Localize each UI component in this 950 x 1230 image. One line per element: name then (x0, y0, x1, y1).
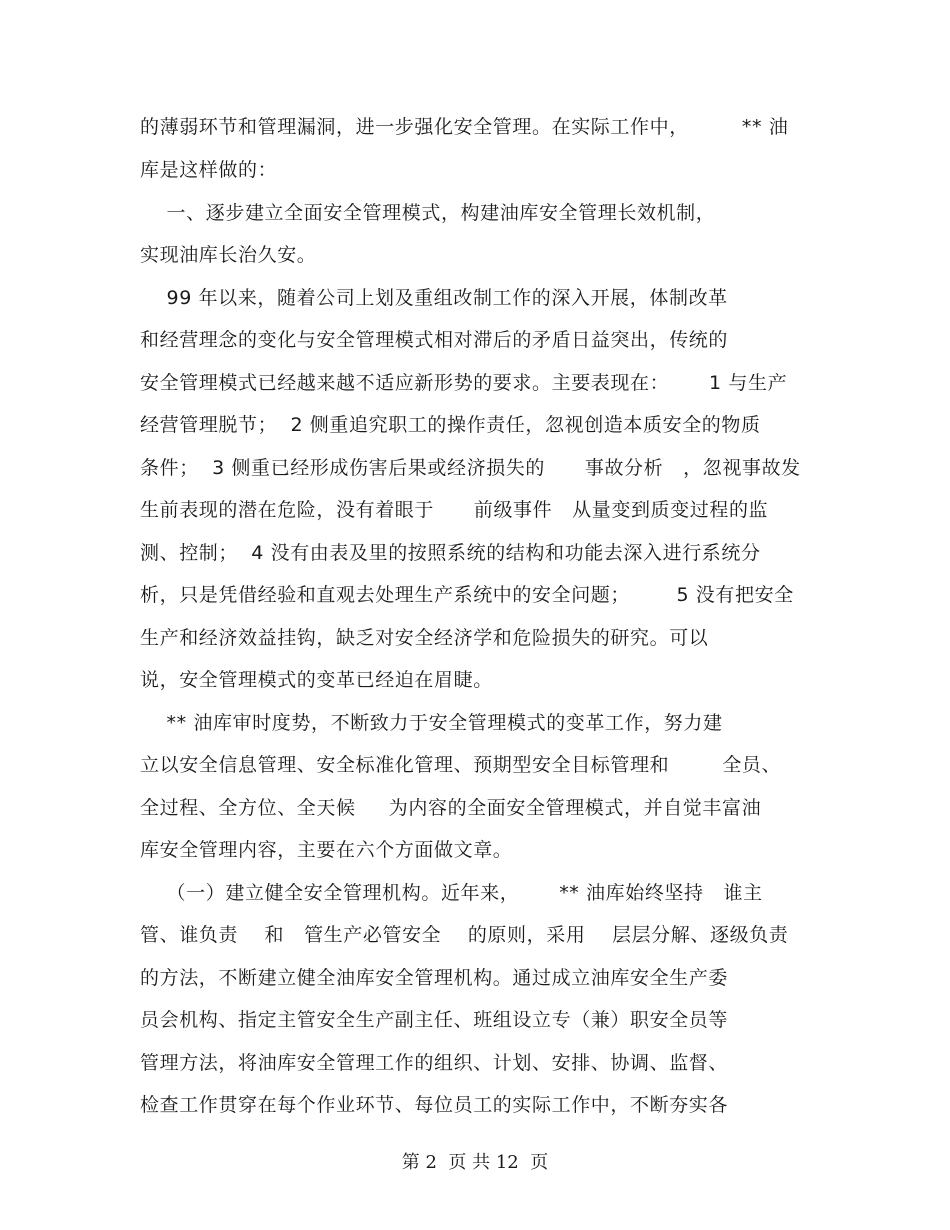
body-text-line: 生前表现的潜在危险，没有着眼于 前级事件 从量变到质变过程的监 (140, 499, 769, 521)
body-text-line: （一）建立健全安全管理机构。近年来， ** 油库始终坚持 谁主 (140, 882, 763, 904)
body-text-line: 的方法，不断建立健全油库安全管理机构。通过成立油库安全生产委 (140, 967, 729, 989)
body-text-line: 生产和经济效益挂钩，缺乏对安全经济学和危险损失的研究。可以 (140, 627, 709, 649)
body-text-line: 管、谁负责 和 管生产必管安全 的原则，采用 层层分解、逐级负责 (140, 924, 789, 946)
body-text-line: 管理方法，将油库安全管理工作的组织、计划、安排、协调、监督、 (140, 1052, 729, 1074)
body-text-line: 测、控制； 4 没有由表及里的按照系统的结构和功能去深入进行系统分 (140, 542, 761, 564)
body-text-line: 检查工作贯穿在每个作业环节、每位员工的实际工作中，不断夯实各 (140, 1094, 729, 1116)
body-text-line: 安全管理模式已经越来越不适应新形势的要求。主要表现在： 1 与生产 (140, 372, 788, 394)
body-text-line: 全过程、全方位、全天候 为内容的全面安全管理模式，并自觉丰富油 (140, 797, 762, 819)
body-text-line: 一、逐步建立全面安全管理模式，构建油库安全管理长效机制， (140, 202, 716, 224)
body-text-line: 和经营理念的变化与安全管理模式相对滞后的矛盾日益突出，传统的 (140, 329, 729, 351)
body-text-line: 析，只是凭借经验和直观去处理生产系统中的安全问题； 5 没有把安全 (140, 584, 794, 606)
body-text-line: 的薄弱环节和管理漏洞，进一步强化安全管理。在实际工作中， ** 油 (140, 116, 789, 138)
body-text-line: 库是这样做的： (140, 159, 278, 181)
body-text-line: 立以安全信息管理、安全标准化管理、预期型安全目标管理和 全员、 (140, 754, 782, 776)
body-text-line: 条件； 3 侧重已经形成伤害后果或经济损失的 事故分析 ，忽视事故发 (140, 457, 801, 479)
body-text-line: 库安全管理内容，主要在六个方面做文章。 (140, 839, 513, 861)
body-text-line: 99 年以来，随着公司上划及重组改制工作的深入开展，体制改革 (140, 287, 728, 309)
page-number-footer: 第 2 页 共 12 页 (401, 1152, 549, 1173)
body-text-line: 经营管理脱节； 2 侧重追究职工的操作责任，忽视创造本质安全的物质 (140, 414, 761, 436)
body-text-line: 说，安全管理模式的变革已经迫在眉睫。 (140, 669, 493, 691)
body-text-line: 员会机构、指定主管安全生产副主任、班组设立专（兼）职安全员等 (140, 1009, 729, 1031)
body-text-line: 实现油库长治久安。 (140, 244, 317, 266)
body-text-line: ** 油库审时度势，不断致力于安全管理模式的变革工作，努力建 (140, 712, 723, 734)
